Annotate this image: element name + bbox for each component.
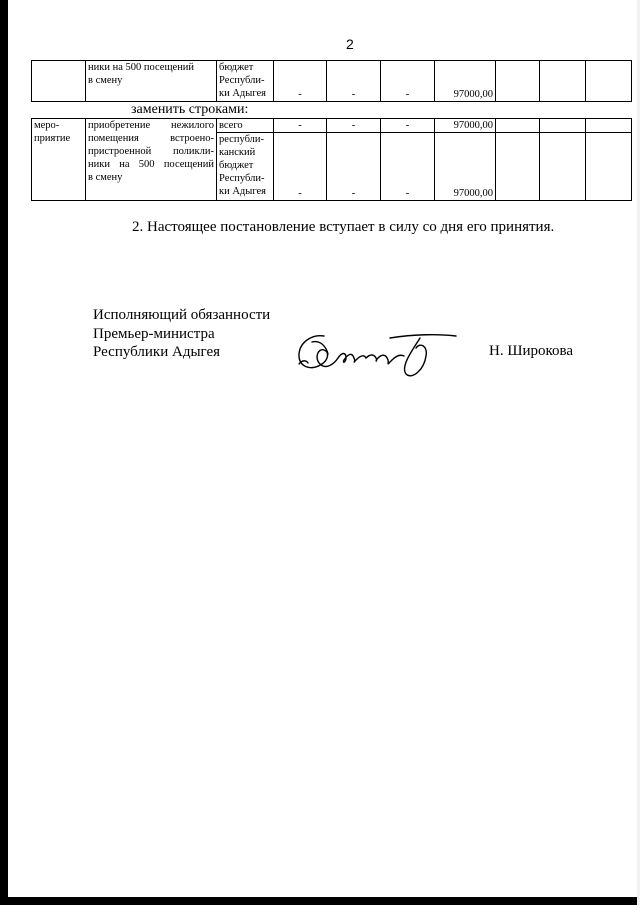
cell-line: пристроенной поликли- [88, 146, 214, 157]
table-cell [540, 133, 586, 201]
table-cell [32, 61, 86, 102]
table-cell-amount: 97000,00 [435, 133, 496, 201]
table-cell-value: - [381, 61, 435, 102]
paragraph-effective-date: 2. Настоящее постановление вступает в силу со дня его принятия. [132, 219, 555, 235]
table-cell [586, 119, 632, 133]
table-cell-value: - [274, 61, 327, 102]
cell-line: ники на 500 посещений [88, 159, 214, 170]
signatory-title-line: Исполняющий обязанности [93, 307, 271, 323]
cell-line: помещения встроено- [88, 133, 214, 144]
table-cell [496, 119, 540, 133]
table-cell-value: - [381, 133, 435, 201]
scan-border-bottom [0, 897, 640, 905]
cell-line: бюджет [219, 62, 254, 73]
table-cell [586, 61, 632, 102]
signatory-title [93, 306, 270, 362]
table-row [32, 61, 632, 102]
table-cell [540, 61, 586, 102]
table-cell [496, 61, 540, 102]
signatory-title-line: Премьер-министра [93, 325, 215, 342]
scan-border-left [0, 0, 8, 905]
table-cell-amount: 97000,00 [435, 119, 496, 133]
table-cell-description [86, 61, 217, 102]
cell-line: ки Адыгея [219, 88, 266, 99]
table-cell-description [86, 119, 217, 201]
cell-line: канский [219, 147, 256, 158]
table-cell-source: всего [217, 119, 274, 133]
cell-line: меро- [34, 120, 60, 131]
cell-line: приятие [34, 133, 71, 144]
table-cell-value: - [327, 61, 381, 102]
table-cell-type [32, 119, 86, 201]
cell-line: приобретение нежилого [88, 120, 214, 131]
replace-caption: заменить строками: [131, 102, 249, 117]
table-cell [496, 133, 540, 201]
table-row [32, 119, 632, 133]
table-cell [540, 119, 586, 133]
cell-line: Республи- [219, 173, 265, 184]
table-cell [586, 133, 632, 201]
table-cell-value: - [327, 133, 381, 201]
cell-line: ки Адыгея [219, 186, 266, 197]
table-cell-source [217, 61, 274, 102]
cell-line: в смену [88, 75, 123, 86]
table-cell-source [217, 133, 274, 201]
table-fragment-replacement [31, 118, 632, 201]
table-cell-value: - [327, 119, 381, 133]
handwritten-signature [294, 330, 459, 382]
table-cell-value: - [381, 119, 435, 133]
cell-line: в смену [88, 172, 123, 183]
cell-line: ники на 500 посещений [88, 62, 195, 73]
cell-line: Республи- [219, 75, 265, 86]
cell-line: бюджет [219, 160, 254, 171]
table-cell-value: - [274, 133, 327, 201]
signer-name: Н. Широкова [489, 343, 574, 359]
page-number: 2 [346, 36, 354, 52]
table-cell-value: - [274, 119, 327, 133]
signatory-title-line: Республики Адыгея [93, 344, 221, 360]
table-cell-amount: 97000,00 [435, 61, 496, 102]
cell-line: республи- [219, 134, 264, 145]
table-fragment-original [31, 60, 632, 102]
